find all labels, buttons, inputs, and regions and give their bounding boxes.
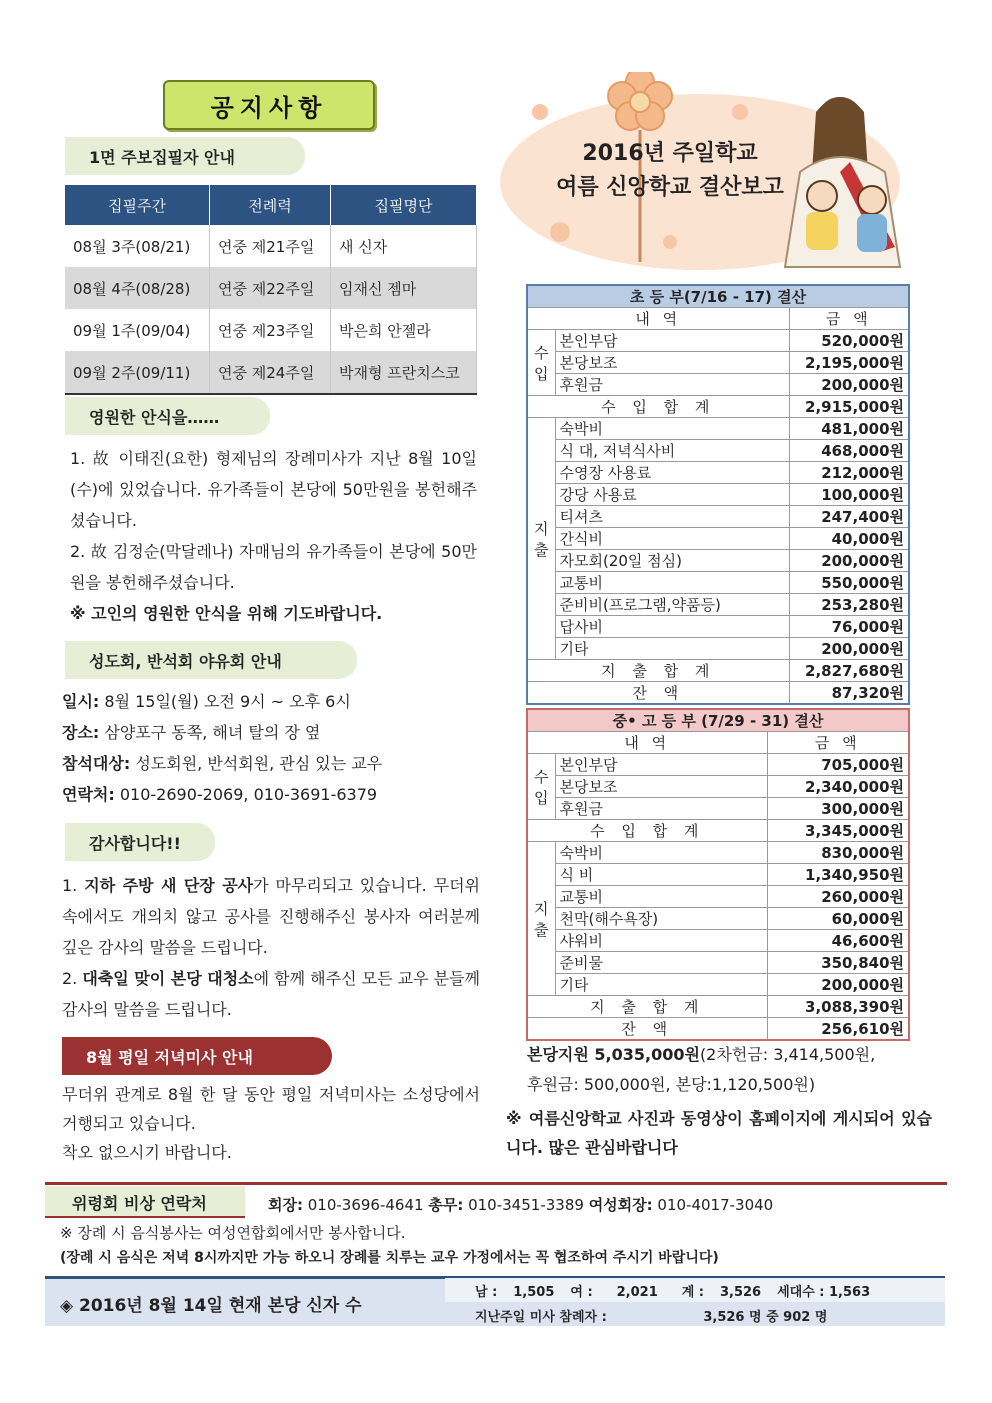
item-cell: 준비물: [555, 952, 767, 974]
attendees-value: 성도회원, 반석회원, 관심 있는 교우: [130, 754, 383, 773]
summer-school-banner: [500, 72, 910, 272]
balance-label: 잔 액: [527, 682, 789, 705]
item-cell: 본인부담: [555, 754, 767, 776]
contact-numbers: [268, 1194, 773, 1215]
table-row: [527, 330, 909, 352]
picnic-place-line: [62, 717, 482, 748]
date-value: 8월 15일(월) 오전 9시 ~ 오후 6시: [99, 692, 351, 711]
liturgy-cell: 연중 제23주일: [210, 309, 331, 351]
president-phone: 010-3696-4641: [302, 1196, 424, 1214]
table-row: [527, 842, 909, 864]
subtotal-row: [527, 820, 909, 842]
table-header-row: [527, 308, 909, 330]
elementary-title: 초 등 부(7/16 - 17) 결산: [527, 285, 909, 308]
amount-cell: 200,000원: [789, 550, 909, 572]
households-label: 세대수 :: [777, 1285, 825, 1300]
women-president-phone: 010-4017-3040: [652, 1196, 774, 1214]
week-cell: 09월 1주(09/04): [65, 309, 210, 351]
table-row: [65, 267, 477, 309]
notice-title: 공지사항: [163, 80, 375, 130]
item-cell: 답사비: [555, 616, 789, 638]
kitchen-renovation-text: 지하 주방 새 단장 공사: [84, 876, 254, 895]
balance-amount: 87,320원: [789, 682, 909, 705]
item-cell: 본당보조: [555, 352, 789, 374]
week-cell: 08월 4주(08/28): [65, 267, 210, 309]
item-cell: 티셔츠: [555, 506, 789, 528]
balance-label: 잔 액: [527, 1018, 767, 1041]
amount-header: 금 액: [789, 308, 909, 330]
divider: [45, 1182, 947, 1185]
contact-value: 010-2690-2069, 010-3691-6379: [114, 785, 378, 804]
picnic-date-line: [62, 686, 482, 717]
thanks-body: [62, 870, 480, 1025]
president-label: 회장:: [268, 1196, 303, 1214]
women-president-label: 여성회장:: [588, 1196, 653, 1214]
table-row: [527, 352, 909, 374]
item-cell: 식 비: [555, 864, 767, 886]
table-row: [527, 908, 909, 930]
support-detail: (2차헌금: 3,414,500원,: [699, 1045, 876, 1064]
income-total: 3,345,000원: [767, 820, 909, 842]
amount-cell: 2,340,000원: [767, 776, 909, 798]
banner-title: [530, 137, 810, 205]
item-cell: 강당 사용료: [555, 484, 789, 506]
income-total-label: 수 입 합 계: [527, 396, 789, 418]
attendees-label: 참석대상:: [62, 754, 131, 773]
table-row: [527, 440, 909, 462]
table-title-row: [527, 709, 909, 732]
expense-total-label: 지 출 합 계: [527, 996, 767, 1018]
amount-cell: 253,280원: [789, 594, 909, 616]
amount-cell: 60,000원: [767, 908, 909, 930]
cleaning-text: 대축일 맞이 본당 대청소: [82, 969, 254, 988]
amount-cell: 76,000원: [789, 616, 909, 638]
item-cell: 본인부담: [555, 330, 789, 352]
amount-cell: 468,000원: [789, 440, 909, 462]
banner-title-line1: 2016년 주일학교: [582, 141, 758, 166]
table-row: [527, 506, 909, 528]
amount-cell: 212,000원: [789, 462, 909, 484]
table-row: [527, 528, 909, 550]
writer-schedule-table: [65, 185, 477, 395]
date-label: 일시:: [62, 692, 100, 711]
item-number: 1.: [62, 876, 85, 895]
amount-cell: 247,400원: [789, 506, 909, 528]
income-total: 2,915,000원: [789, 396, 909, 418]
table-row: [527, 594, 909, 616]
expense-total-label: 지 출 합 계: [527, 660, 789, 682]
eternal-rest-heading: 영원한 안식을……: [65, 397, 270, 435]
item-cell: 간식비: [555, 528, 789, 550]
thanks-text: 가 마무리되고 있습니다. 무더위 속에서도 개의치 않고 공사를 진행해주신 봉사자 여러분께 깊은 감사의 말씀을 드립니다.: [62, 876, 480, 957]
amount-cell: 830,000원: [767, 842, 909, 864]
amount-cell: 300,000원: [767, 798, 909, 820]
funeral-note-1: ※ 장례 시 음식봉사는 여성연합회에서만 봉사합니다.: [60, 1224, 406, 1242]
thanks-item-1: [62, 870, 480, 963]
secretary-phone: 010-3451-3389: [463, 1196, 584, 1214]
funeral-note-2: (장례 시 음식은 저녁 8시까지만 가능 하오니 장례를 치루는 교우 가정에서는 꼭 협조하여 주시기 바랍니다): [60, 1250, 719, 1266]
column-header: 전례력: [210, 185, 331, 225]
item-cell: 준비비(프로그램,약품등): [555, 594, 789, 616]
table-row: [527, 930, 909, 952]
contact-title: 위령회 비상 연락처: [72, 1194, 207, 1213]
item-cell: 후원금: [555, 798, 767, 820]
flower-icon: [608, 72, 672, 130]
subtotal-row: [527, 996, 909, 1018]
support-label: 본당지원 5,035,000원: [527, 1045, 700, 1064]
writer-cell: 임재신 젬마: [331, 267, 477, 309]
picnic-details: [62, 686, 482, 810]
expense-total: 2,827,680원: [789, 660, 909, 682]
item-cell: 후원금: [555, 374, 789, 396]
amount-cell: 520,000원: [789, 330, 909, 352]
parish-support: [527, 1040, 927, 1100]
amount-cell: 2,195,000원: [789, 352, 909, 374]
table-row: [527, 418, 909, 440]
expense-total: 3,088,390원: [767, 996, 909, 1018]
evening-mass-note: 착오 없으시기 바랍니다.: [62, 1143, 232, 1162]
expense-category: 지출: [527, 842, 555, 996]
amount-cell: 100,000원: [789, 484, 909, 506]
female-label: 여 :: [570, 1285, 593, 1300]
thanks-item-2: [62, 963, 480, 1025]
female-count: 2,021: [616, 1285, 658, 1300]
amount-cell: 481,000원: [789, 418, 909, 440]
place-value: 삼양포구 동쪽, 해녀 탈의 장 옆: [99, 723, 321, 742]
subtotal-row: [527, 660, 909, 682]
balance-row: [527, 682, 909, 705]
table-row: [527, 572, 909, 594]
income-category: 수입: [527, 330, 555, 396]
amount-cell: 550,000원: [789, 572, 909, 594]
liturgy-cell: 연중 제22주일: [210, 267, 331, 309]
table-header-row: [65, 185, 477, 225]
table-row: [527, 616, 909, 638]
attendance-label: 지난주일 미사 참례자 :: [475, 1310, 607, 1325]
week-cell: 08월 3주(08/21): [65, 225, 210, 267]
banner-title-line2: 여름 신앙학교 결산보고: [556, 175, 784, 200]
households-count: 1,563: [829, 1285, 871, 1300]
table-row: [527, 776, 909, 798]
table-header-row: [527, 732, 909, 754]
amount-cell: 350,840원: [767, 952, 909, 974]
picnic-heading: 성도회, 반석회 야유회 안내: [65, 641, 357, 679]
item-cell: 수영장 사용료: [555, 462, 789, 484]
writer-guide-heading: 1면 주보집필자 안내: [65, 137, 305, 175]
elementary-budget-table: [526, 284, 910, 705]
income-category: 수입: [527, 754, 555, 820]
secondary-budget-table: [526, 708, 910, 1041]
total-count: 3,526: [719, 1285, 762, 1300]
balance-amount: 256,610원: [767, 1018, 909, 1041]
male-count: 1,505: [513, 1285, 555, 1300]
support-line-2: 후원금: 500,000원, 본당:1,120,500원): [527, 1075, 816, 1094]
secretary-label: 총무:: [428, 1196, 464, 1214]
homepage-notice: ※ 여름신앙학교 사진과 동영상이 홈페이지에 게시되어 있습니다. 많은 관심바랍니다: [506, 1109, 932, 1157]
balance-row: [527, 1018, 909, 1041]
eternal-rest-item-1: 1. 故 이태진(요한) 형제님의 장례미사가 지난 8월 10일(수)에 있었습니다. 유가족들이 본당에 50만원을 봉헌해주셨습니다.: [70, 449, 477, 530]
picnic-contact-line: [62, 779, 482, 810]
contact-label: 연락처:: [62, 785, 115, 804]
table-row: [527, 974, 909, 996]
secondary-title: 중• 고 등 부 (7/29 - 31) 결산: [527, 709, 909, 732]
week-cell: 09월 2주(09/11): [65, 351, 210, 394]
item-cell: 본당보조: [555, 776, 767, 798]
item-cell: 자모회(20일 점심): [555, 550, 789, 572]
male-label: 남 :: [475, 1285, 498, 1300]
table-row: [527, 638, 909, 660]
amount-header: 금 액: [767, 732, 909, 754]
table-row: [65, 351, 477, 394]
item-number: 2.: [62, 969, 83, 988]
table-row: [527, 550, 909, 572]
amount-cell: 260,000원: [767, 886, 909, 908]
item-cell: 샤워비: [555, 930, 767, 952]
table-row: [527, 952, 909, 974]
item-cell: 천막(해수욕장): [555, 908, 767, 930]
evening-mass-body: [62, 1080, 480, 1167]
eternal-rest-body: [70, 443, 477, 629]
liturgy-cell: 연중 제24주일: [210, 351, 331, 394]
item-cell: 기타: [555, 974, 767, 996]
column-header: 집필주간: [65, 185, 210, 225]
thanks-text: 에 함께 해주신 모든 교우 분들께 감사의 말씀을 드립니다.: [62, 969, 480, 1019]
item-cell: 교통비: [555, 572, 789, 594]
writer-cell: 박은희 안젤라: [331, 309, 477, 351]
table-row: [527, 798, 909, 820]
evening-mass-text: 무더위 관계로 8월 한 달 동안 평일 저녁미사는 소성당에서 거행되고 있습니다.: [62, 1085, 480, 1133]
place-label: 장소:: [62, 723, 100, 742]
amount-cell: 46,600원: [767, 930, 909, 952]
income-total-label: 수 입 합 계: [527, 820, 767, 842]
amount-cell: 705,000원: [767, 754, 909, 776]
table-row: [527, 886, 909, 908]
table-row: [527, 484, 909, 506]
item-header: 내 역: [527, 732, 767, 754]
table-row: [527, 462, 909, 484]
attendance-value: 3,526 명 중 902 명: [703, 1310, 828, 1325]
eternal-rest-item-2: 2. 故 김정순(막달레나) 자매님의 유가족들이 본당에 50만원을 봉헌해주셨습니다.: [70, 542, 477, 592]
evening-mass-heading: 8월 평일 저녁미사 안내: [62, 1037, 332, 1075]
amount-cell: 40,000원: [789, 528, 909, 550]
column-header: 집필명단: [331, 185, 477, 225]
table-row: [527, 754, 909, 776]
writer-cell: 새 신자: [331, 225, 477, 267]
amount-cell: 200,000원: [789, 638, 909, 660]
item-header: 내 역: [527, 308, 789, 330]
table-row: [65, 309, 477, 351]
total-label: 계 :: [681, 1285, 705, 1300]
subtotal-row: [527, 396, 909, 418]
item-cell: 기타: [555, 638, 789, 660]
expense-category: 지출: [527, 418, 555, 660]
census-title: ◈ 2016년 8월 14일 현재 본당 신자 수: [60, 1296, 362, 1316]
table-row: [65, 225, 477, 267]
table-row: [527, 864, 909, 886]
liturgy-cell: 연중 제21주일: [210, 225, 331, 267]
census-counts: [475, 1281, 870, 1300]
amount-cell: 1,340,950원: [767, 864, 909, 886]
table-row: [527, 374, 909, 396]
support-line-1: [527, 1040, 927, 1070]
writer-cell: 박재형 프란치스코: [331, 351, 477, 394]
amount-cell: 200,000원: [767, 974, 909, 996]
picnic-attendees-line: [62, 748, 482, 779]
table-title-row: [527, 285, 909, 308]
item-cell: 숙박비: [555, 842, 767, 864]
attendance-line: [475, 1306, 827, 1325]
amount-cell: 200,000원: [789, 374, 909, 396]
item-cell: 숙박비: [555, 418, 789, 440]
thanks-heading: 감사합니다!!: [65, 823, 215, 861]
prayer-note: ※ 고인의 영원한 안식을 위해 기도바랍니다.: [70, 604, 383, 623]
item-cell: 식 대, 저녁식사비: [555, 440, 789, 462]
item-cell: 교통비: [555, 886, 767, 908]
